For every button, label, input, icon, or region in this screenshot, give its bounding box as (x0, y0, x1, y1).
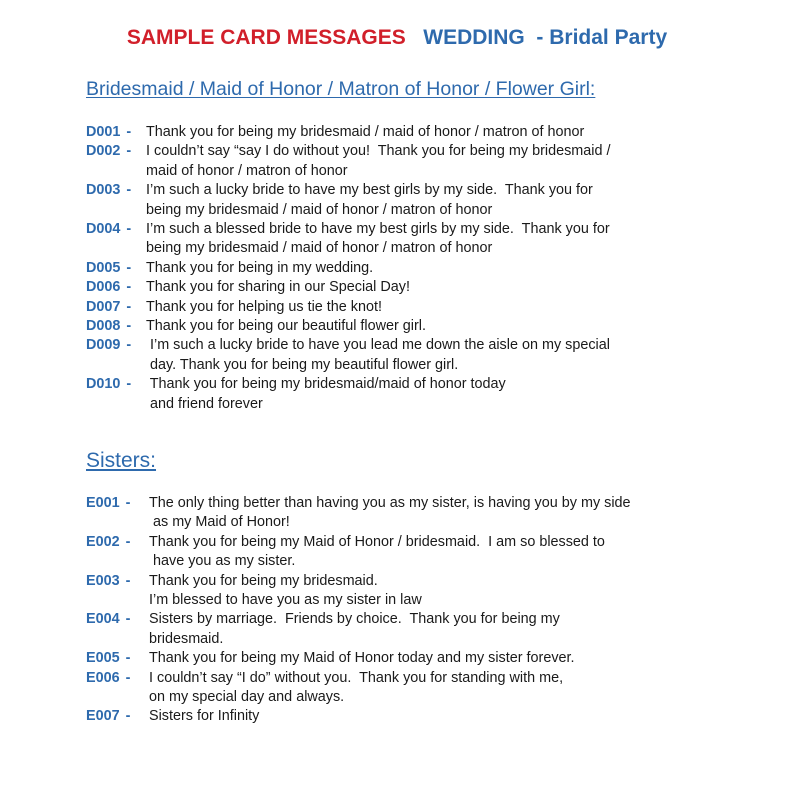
message-code: D009 - (86, 337, 132, 354)
message-code: D008 - (86, 318, 132, 335)
message-code-text: E007 (86, 708, 120, 725)
message-text-line: Thank you for sharing in our Special Day! (146, 279, 410, 296)
message-text-line: I’m such a lucky bride to have my best girls by my side. Thank you for (146, 182, 593, 199)
sisters-message-list (86, 494, 744, 727)
message-entry (86, 298, 744, 317)
message-code: E002 - (86, 533, 131, 550)
message-text-line: on my special day and always. (149, 689, 345, 706)
message-entry (86, 336, 744, 375)
title-wedding: WEDDING (423, 26, 525, 49)
message-entry (86, 142, 744, 181)
message-code: D002 - (86, 143, 132, 160)
message-code: D001 - (86, 124, 132, 140)
message-code: D003 - (86, 182, 132, 199)
message-text-line: Thank you for being my bridesmaid. (149, 572, 378, 589)
message-entry (86, 181, 744, 220)
message-code-text: D004 (86, 221, 121, 238)
message-text-line: I’m such a lucky bride to have you lead me down the aisle on my special (146, 337, 610, 354)
page-title (0, 26, 794, 50)
message-text-line: being my bridesmaid / maid of honor / matron of honor (146, 240, 493, 257)
message-text-line: I’m blessed to have you as my sister in law (149, 592, 422, 609)
message-code-text: D007 (86, 298, 121, 315)
message-code: E003 - (86, 572, 131, 589)
message-text-line: bridesmaid. (149, 630, 224, 647)
message-code: E001 - (86, 495, 131, 511)
message-text-line: Thank you for being my bridesmaid/maid of honor today (146, 376, 506, 393)
title-bridal-party: - Bridal Party (536, 26, 668, 49)
message-code-text: D003 (86, 182, 121, 199)
message-entry (86, 317, 744, 336)
message-text-line: Thank you for helping us tie the knot! (146, 298, 382, 315)
message-code: E006 - (86, 669, 131, 686)
message-code: D006 - (86, 279, 132, 296)
section-heading-bridesmaid: Bridesmaid / Maid of Honor / Matron of Honor / Flower Girl: (86, 78, 596, 100)
message-text-line: and friend forever (146, 395, 263, 412)
message-text-line: Thank you for being my Maid of Honor today and my sister forever. (149, 650, 575, 667)
message-entry (86, 649, 744, 668)
message-text-line: have you as my sister. (149, 553, 296, 570)
message-code: D004 - (86, 221, 132, 238)
message-entry (86, 375, 744, 414)
message-code-text: D005 (86, 259, 121, 276)
message-code-text: D008 (86, 318, 121, 335)
message-code-text: E006 (86, 669, 120, 686)
message-text-line: Sisters for Infinity (149, 708, 260, 725)
message-code-text: D009 (86, 337, 121, 354)
message-entry (86, 259, 744, 278)
message-text-line: I couldn’t say “say I do without you! Thank you for being my bridesmaid / (146, 143, 611, 160)
message-code: E007 - (86, 708, 131, 725)
message-code: D005 - (86, 259, 132, 276)
message-text-line: Thank you for being my bridesmaid / maid of honor / matron of honor (146, 124, 585, 140)
message-code: E005 - (86, 650, 131, 667)
message-code-text: D006 (86, 279, 121, 296)
message-code-text: E005 (86, 650, 120, 667)
message-code-text: E003 (86, 572, 120, 589)
message-text-line: I couldn’t say “I do” without you. Thank you for standing with me, (149, 669, 564, 686)
message-entry (86, 278, 744, 297)
message-code-text: E002 (86, 533, 120, 550)
message-text-line: Thank you for being in my wedding. (146, 259, 374, 276)
message-code-text: D010 (86, 376, 121, 393)
message-entry (86, 707, 744, 726)
bridesmaid-message-list (86, 123, 744, 414)
message-text-line: Thank you for being my Maid of Honor / bridesmaid. I am so blessed to (149, 533, 605, 550)
message-code: E004 - (86, 611, 131, 628)
message-entry (86, 494, 744, 533)
message-entry (86, 123, 744, 142)
message-entry (86, 669, 744, 708)
message-text-line: being my bridesmaid / maid of honor / matron of honor (146, 201, 493, 218)
message-entry (86, 220, 744, 259)
message-text-line: Thank you for being our beautiful flower girl. (146, 318, 426, 335)
title-sample-card-messages: SAMPLE CARD MESSAGES (126, 26, 406, 49)
section-heading-sisters: Sisters: (86, 449, 157, 472)
message-text-line: I’m such a blessed bride to have my best girls by my side. Thank you for (146, 221, 610, 238)
message-code-text: E001 (86, 495, 120, 511)
message-text-line: maid of honor / matron of honor (146, 162, 348, 179)
message-code: D010 - (86, 376, 132, 393)
message-code-text: D001 (86, 124, 121, 140)
message-text-line: as my Maid of Honor! (149, 514, 290, 531)
message-code: D007 - (86, 298, 132, 315)
message-text-line: day. Thank you for being my beautiful flower girl. (146, 356, 459, 373)
message-code-text: D002 (86, 143, 121, 160)
message-entry (86, 610, 744, 649)
message-entry (86, 533, 744, 572)
message-code-text: E004 (86, 611, 120, 628)
message-text-line: Sisters by marriage. Friends by choice. Thank you for being my (149, 611, 560, 628)
message-entry (86, 572, 744, 611)
message-text-line: The only thing better than having you as my sister, is having you by my side (149, 495, 631, 511)
